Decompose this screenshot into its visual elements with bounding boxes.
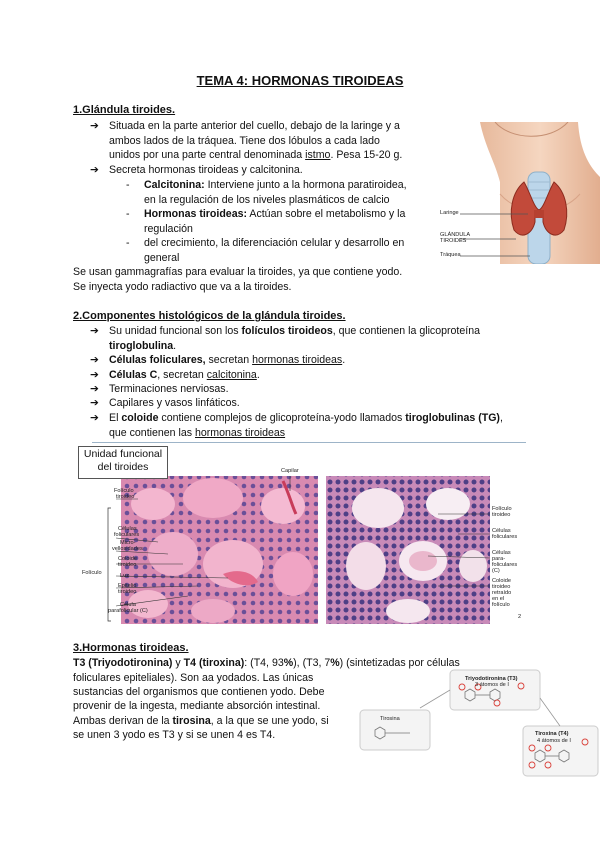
s1-paragraph-1: Se usan gammagrafías para evaluar la tiroides, ya que contiene yodo. <box>73 266 403 278</box>
s2-bullet-1: ➔ Su unidad funcional son los folículos tiroideos, que contienen la glicoproteína tiroglobulina. <box>90 325 480 352</box>
thyroid-hormone-structures-figure: Triyodotironina (T3) 3 átomos de I Tirosina Tiroxina (T4) 4 átomos de I <box>355 668 600 778</box>
s1-paragraph-2: Se inyecta yodo radiactivo que va a la tiroides. <box>73 281 292 293</box>
divider-line <box>92 442 526 443</box>
s3-line-3: sustancias del organismos que contienen yodo. Debe <box>73 686 325 698</box>
s1-bullet-2: ➔ Secreta hormonas tiroideas y calcitonina. <box>90 164 303 176</box>
section-3-heading: 3.Hormonas tiroideas. <box>73 642 189 654</box>
s2-bullet-5: ➔ Capilares y vasos linfáticos. <box>90 397 240 409</box>
thyroid-histology-figure: Folículo tiroideo Células foliculares Micro- vellosidades Coloide tiroideo Luz Epitelio tiroideo Célula parafolicular (C) Folículo Capilar Folículo tiroideo Células foliculares Células para- foliculares (C) Coloide tiroideo retraído en el folículo 2 <box>78 446 522 624</box>
section-2-heading: 2.Componentes histológicos de la glándula tiroides. <box>73 310 346 322</box>
arrow-icon: ➔ <box>90 369 99 381</box>
s2-bullet-2: ➔ Células foliculares, secretan hormonas tiroideas. <box>90 354 346 366</box>
s3-line-4: provenir de la ingesta, mediante absorción intestinal. <box>73 700 321 712</box>
arrow-icon: ➔ <box>90 397 99 409</box>
s1-dash-2: - Hormonas tiroideas: Actúan sobre el metabolismo y la regulación <box>126 208 406 235</box>
s3-line-2: foliculares epiteliales). Son aa yodados. Las únicas <box>73 672 314 684</box>
s2-bullet-6: ➔ El coloide contiene complejos de glicoproteína-yodo llamados tiroglobulinas (TG), que contienen las hormonas tiroideas <box>90 412 503 439</box>
s3-line-1: T3 (Triyodotironina) y T4 (tiroxina): (T4, 93%), (T3, 7%) (sintetizadas por células <box>73 657 460 669</box>
s1-bullet-1: ➔ Situada en la parte anterior del cuello, debajo de la laringe y a ambos lados de la tráquea. Tiene dos lóbulos a cada lado unidos por una parte central denominada istmo. Pesa 15-20 g. <box>90 120 403 162</box>
arrow-icon: ➔ <box>90 325 99 337</box>
section-1-heading: 1.Glándula tiroides. <box>73 104 176 116</box>
thyroid-neck-illustration: Laringe GLÁNDULA TIROIDES Tráquea <box>440 122 600 264</box>
s2-bullet-4: ➔ Terminaciones nerviosas. <box>90 383 229 395</box>
arrow-icon: ➔ <box>90 412 99 424</box>
arrow-icon: ➔ <box>90 164 99 176</box>
s3-line-6: se unen 3 yodo es T3 y si se unen 4 es T4. <box>73 729 276 741</box>
arrow-icon: ➔ <box>90 120 99 132</box>
arrow-icon: ➔ <box>90 354 99 366</box>
s1-dash-1: - Calcitonina: Interviene junto a la hormona paratiroidea, en la regulación de los niveles plasmáticos de calcio <box>126 179 407 206</box>
figure-title-box: Unidad funcional del tiroides <box>78 446 168 479</box>
s2-bullet-3: ➔ Células C, secretan calcitonina. <box>90 369 260 381</box>
page-title: TEMA 4: HORMONAS TIROIDEAS <box>196 73 404 88</box>
s3-line-5: Ambas derivan de la tirosina, a la que se une yodo, si <box>73 715 329 727</box>
arrow-icon: ➔ <box>90 383 99 395</box>
s1-dash-3: - del crecimiento, la diferenciación celular y desarrollo en general <box>126 237 405 264</box>
